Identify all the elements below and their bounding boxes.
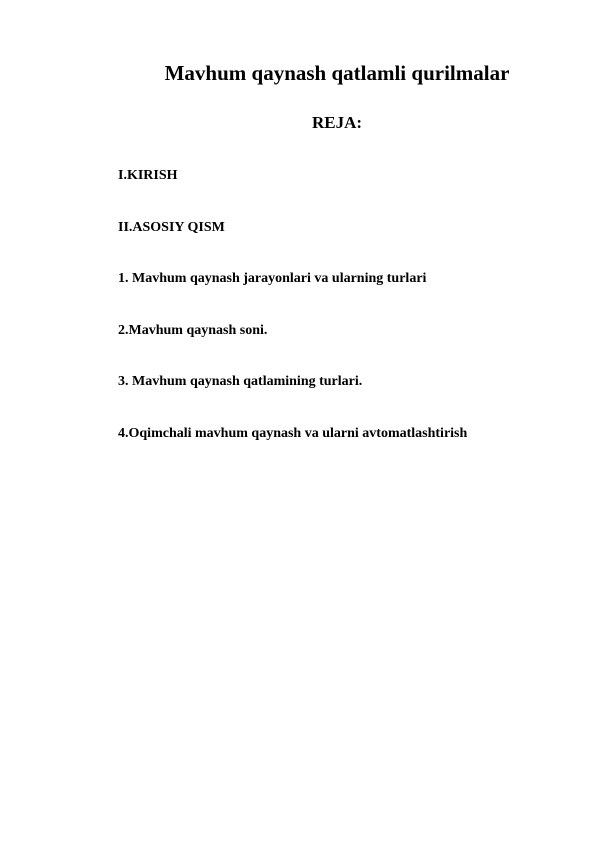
outline-item-1: 1. Mavhum qaynash jarayonlari va ularning turlari xyxy=(118,271,427,286)
outline-item-3: 3. Mavhum qaynash qatlamining turlari. xyxy=(118,374,363,389)
document-title: Mavhum qaynash qatlamli qurilmalar xyxy=(164,61,510,85)
outline-item-4: 4.Oqimchali mavhum qaynash va ularni avtomatlashtirish xyxy=(118,425,468,441)
plan-heading: REJA: xyxy=(311,113,363,132)
outline-item-2: 2.Mavhum qaynash soni. xyxy=(118,322,268,338)
plan-outline xyxy=(118,167,467,443)
outline-item-introduction: I.KIRISH xyxy=(118,168,178,183)
outline-item-main-part: II.ASOSIY QISM xyxy=(118,219,225,235)
